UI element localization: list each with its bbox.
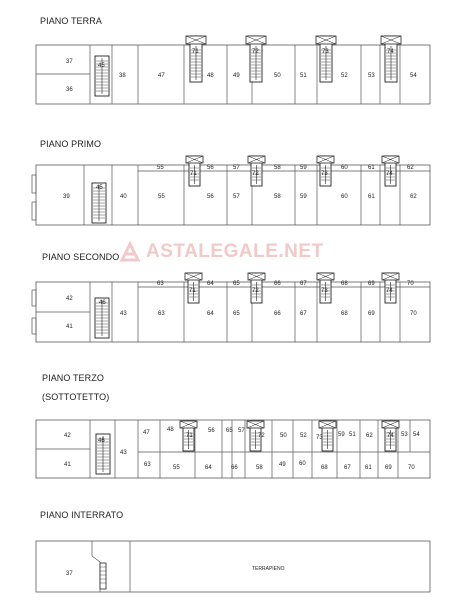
strip-label-67: 67 — [300, 281, 307, 287]
room-39-label: 39 — [63, 194, 70, 200]
stair-label-71: 71 — [189, 288, 196, 294]
title-piano-interrato: PIANO INTERRATO — [40, 510, 124, 520]
room-48-label: 48 — [207, 73, 214, 79]
stair-label-74: 74 — [386, 171, 393, 177]
room-36-label: 36 — [66, 87, 73, 93]
room-51-label: 51 — [300, 73, 307, 79]
room-63-label: 63 — [158, 311, 165, 317]
room-43-label: 43 — [120, 311, 127, 317]
upper-label-50: 50 — [280, 433, 287, 439]
upper-label-71: 71 — [186, 433, 193, 439]
strip-label-55: 55 — [157, 165, 164, 171]
lower-label-58: 58 — [256, 465, 263, 471]
upper-label-59: 59 — [338, 432, 345, 438]
room-58-label: 58 — [274, 194, 281, 200]
lower-label-55: 55 — [173, 465, 180, 471]
room-67-label: 67 — [300, 311, 307, 317]
room-37-label: 37 — [66, 59, 73, 65]
lower-label-61: 61 — [365, 465, 372, 471]
strip-label-65: 65 — [233, 281, 240, 287]
strip-label-61: 61 — [368, 165, 375, 171]
strip-label-66: 66 — [274, 281, 281, 287]
room-46-label: 46 — [98, 438, 105, 444]
stair-label-72: 72 — [252, 288, 259, 294]
lower-label-69: 69 — [385, 465, 392, 471]
room-41-label: 41 — [64, 462, 71, 468]
room-62-label: 62 — [410, 194, 417, 200]
lower-label-68: 68 — [321, 465, 328, 471]
stair-label-71: 71 — [192, 49, 199, 55]
room-42-label: 42 — [66, 296, 73, 302]
strip-label-70: 70 — [407, 281, 414, 287]
room-37-label: 37 — [66, 571, 73, 577]
plan-piano-interrato — [36, 541, 430, 592]
room-57-label: 57 — [233, 194, 240, 200]
lower-label-60: 60 — [299, 461, 306, 467]
stair-label-73: 73 — [322, 49, 329, 55]
lower-label-49: 49 — [279, 462, 286, 468]
room-55-label: 55 — [158, 194, 165, 200]
upper-label-47: 47 — [143, 430, 150, 436]
title-piano-secondo: PIANO SECONDO — [42, 252, 120, 262]
room-64-label: 64 — [207, 311, 214, 317]
title-piano-primo: PIANO PRIMO — [40, 139, 102, 149]
stair-label-73: 73 — [321, 288, 328, 294]
strip-label-57: 57 — [233, 165, 240, 171]
room-46-label: 46 — [99, 300, 106, 306]
room-54-label: 54 — [410, 73, 417, 79]
strip-label-62: 62 — [407, 165, 414, 171]
room-66-label: 66 — [274, 311, 281, 317]
upper-label-74: 74 — [387, 433, 394, 439]
stair-72-terra — [246, 36, 266, 82]
plan-piano-primo — [32, 156, 430, 225]
stair-45-terra — [95, 56, 109, 96]
title-sottotetto: (SOTTOTETTO) — [42, 392, 110, 402]
room-50-label: 50 — [274, 73, 281, 79]
plan-piano-secondo — [32, 273, 430, 342]
strip-label-56: 56 — [207, 165, 214, 171]
room-47-label: 47 — [158, 73, 165, 79]
plan-piano-terzo — [36, 420, 430, 478]
room-69-label: 69 — [368, 311, 375, 317]
room-59-label: 59 — [300, 194, 307, 200]
stair-label-72: 72 — [252, 171, 259, 177]
room-61-label: 61 — [368, 194, 375, 200]
strip-label-60: 60 — [341, 165, 348, 171]
strip-label-59: 59 — [300, 165, 307, 171]
plan-piano-terra — [36, 36, 430, 104]
upper-label-48: 48 — [167, 427, 174, 433]
lower-label-66: 66 — [231, 465, 238, 471]
stair-label-71: 71 — [190, 171, 197, 177]
room-49-label: 49 — [233, 73, 240, 79]
stair-73-terra — [316, 36, 336, 82]
stair-label-74: 74 — [386, 288, 393, 294]
upper-label-56: 56 — [208, 428, 215, 434]
room-65-label: 65 — [233, 311, 240, 317]
upper-label-54: 54 — [413, 432, 420, 438]
room-70-label: 70 — [410, 311, 417, 317]
room-52-label: 52 — [341, 73, 348, 79]
upper-label-57: 57 — [238, 428, 245, 434]
room-43-label: 43 — [120, 450, 127, 456]
lower-label-70: 70 — [408, 465, 415, 471]
strip-label-69: 69 — [368, 281, 375, 287]
room-42-label: 42 — [64, 433, 71, 439]
strip-label-68: 68 — [341, 281, 348, 287]
room-45-label: 45 — [98, 63, 105, 69]
upper-label-65: 65 — [226, 428, 233, 434]
title-piano-terra: PIANO TERRA — [40, 16, 102, 26]
stair-74-terra — [381, 36, 401, 82]
watermark-text: ASTALEGALE.NET — [146, 241, 324, 262]
room-56-label: 56 — [207, 194, 214, 200]
stair-label-74: 74 — [387, 49, 394, 55]
stair-71-terra — [186, 36, 206, 82]
room-68-label: 68 — [341, 311, 348, 317]
strip-label-63: 63 — [157, 281, 164, 287]
stair-label-73: 73 — [321, 171, 328, 177]
lower-label-63: 63 — [144, 462, 151, 468]
room-45-label: 45 — [96, 185, 103, 191]
upper-label-51: 51 — [349, 432, 356, 438]
room-60-label: 60 — [341, 194, 348, 200]
lower-label-64: 64 — [205, 465, 212, 471]
title-piano-terzo: PIANO TERZO — [42, 373, 104, 383]
room-53-label: 53 — [368, 73, 375, 79]
strip-label-58: 58 — [274, 165, 281, 171]
upper-label-62: 62 — [366, 433, 373, 439]
room-38-label: 38 — [119, 73, 126, 79]
upper-label-72: 72 — [258, 433, 265, 439]
upper-label-73: 73 — [316, 435, 323, 441]
lower-label-67: 67 — [344, 465, 351, 471]
room-40-label: 40 — [120, 194, 127, 200]
upper-label-52: 52 — [300, 433, 307, 439]
terrapieno-label: TERRAPIENO — [252, 566, 285, 572]
upper-label-53: 53 — [401, 432, 408, 438]
strip-label-64: 64 — [207, 281, 214, 287]
room-41-label: 41 — [66, 324, 73, 330]
stair-label-72: 72 — [252, 49, 259, 55]
